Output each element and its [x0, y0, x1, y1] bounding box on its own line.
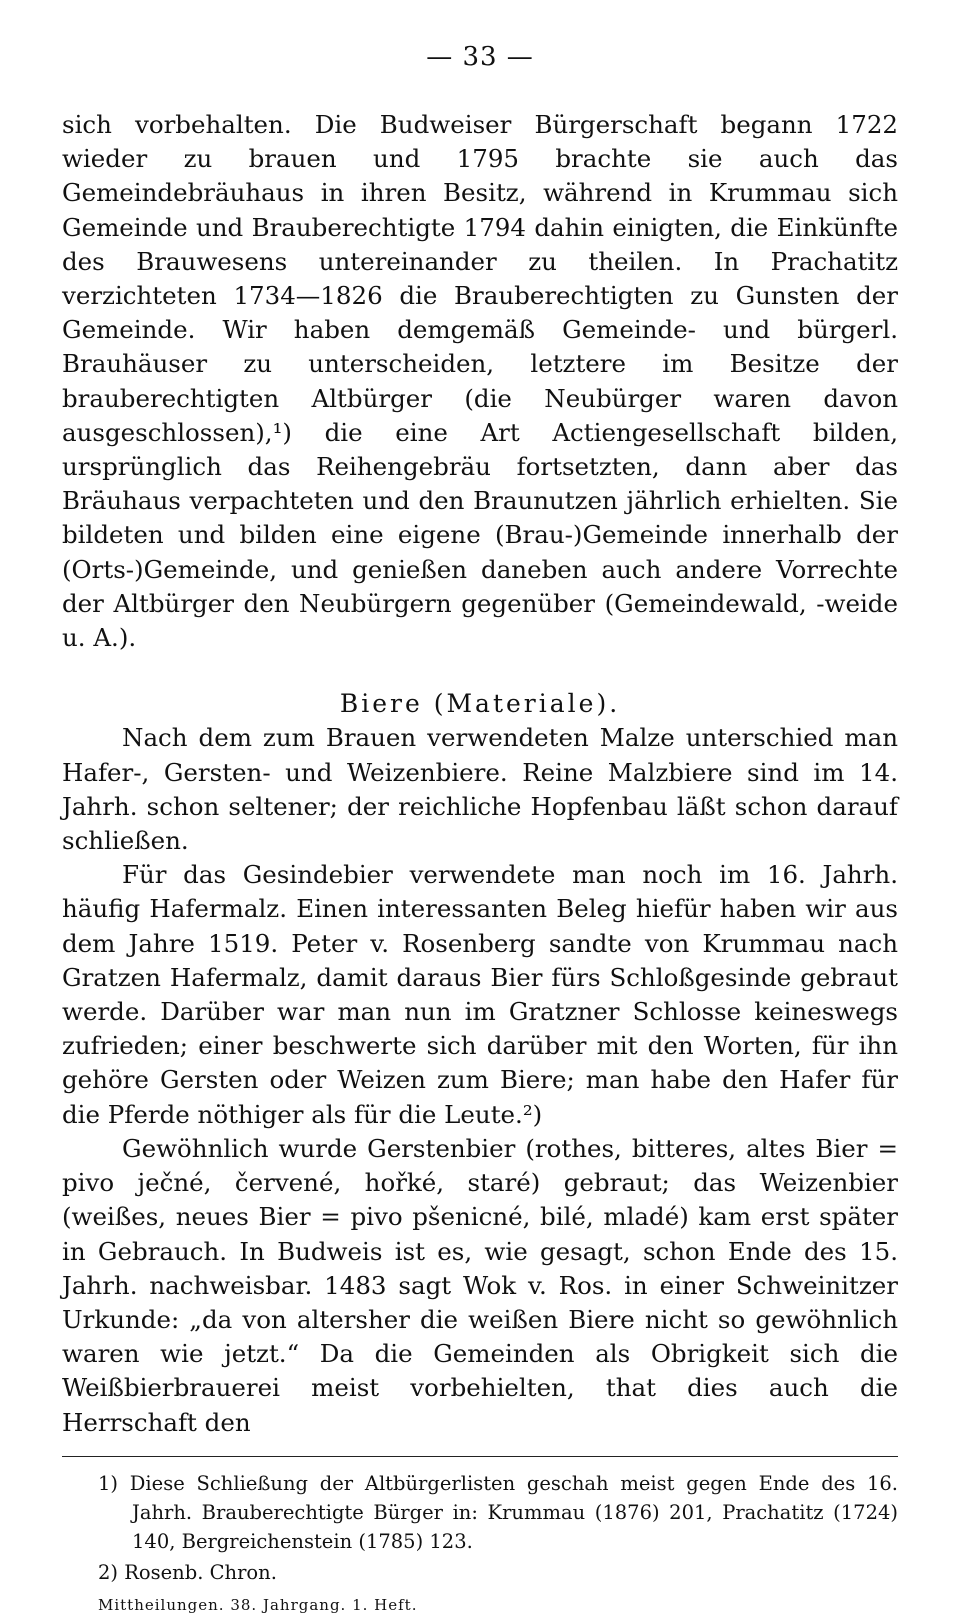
paragraph-malt-types: Nach dem zum Brauen verwendeten Malze unterschied man Hafer-, Gersten- und Weizenbiere. Reine Malzbiere sind im 14. Jahrh. schon seltener; der reichliche Hopfenbau läßt schon darauf schließen.	[62, 723, 898, 856]
paragraph-brewing-rights: sich vorbehalten. Die Budweiser Bürgerschaft begann 1722 wieder zu brauen und 1795 brachte sie auch das Gemeindebräuhaus in ihren Besitz, während in Krummau sich Gemeinde und Brauberechtigte 1794 dahin einigten, die Einkünfte des Brauwesens untereinander zu theilen. In Prachatitz verzichteten 1734—1826 die Brauberechtigten zu Gunsten der Gemeinde. Wir haben demgemäß Gemeinde- und bürgerl. Brauhäuser zu unterscheiden, letztere im Besitze der brauberechtigten Altbürger (die Neubürger waren davon ausgeschlossen),¹) die eine Art Actiengesellschaft bilden, ursprünglich das Reihengebräu fortsetzten, dann aber das Bräuhaus verpachteten und den Braunutzen jährlich erhielten. Sie bildeten und bilden eine eigene (Brau-)Gemeinde innerhalb der (Orts-)Gemeinde, und genießen daneben auch andere Vorrechte der Altbürger den Neubürgern gegenüber (Gemeindewald, -weide u. A.).	[62, 110, 898, 653]
footnote-2: 2) Rosenb. Chron.	[98, 1560, 277, 1584]
section-heading: Biere (Materiale).	[339, 689, 621, 719]
paragraph-barley-wheat-beer: Gewöhnlich wurde Gerstenbier (rothes, bitteres, altes Bier = pivo ječné, červené, hořké, staré) gebraut; das Weizenbier (weißes, neues Bier = pivo pšenicné, bilé, mladé) kam erst später in Gebrauch. In Budweis ist es, wie gesagt, schon Ende des 15. Jahrh. nachweisbar. 1483 sagt Wok v. Ros. in einer Schweinitzer Urkunde: „da von altersher die weißen Biere nicht so gewöhnlich waren wie jetzt.“ Da die Gemeinden als Obrigkeit sich die Weißbierbrauerei meist vorbehielten, that dies auch die Herrschaft den	[62, 1133, 898, 1437]
page-number: — 33 —	[426, 42, 534, 72]
journal-imprint: Mittheilungen. 38. Jahrgang. 1. Heft.	[98, 1595, 418, 1614]
footnote-divider	[62, 1456, 898, 1457]
main-text	[62, 108, 898, 1440]
paragraph-servant-beer: Für das Gesindebier verwendete man noch im 16. Jahrh. häufig Hafermalz. Einen interessanten Beleg hiefür haben wir aus dem Jahre 1519. Peter v. Rosenberg sandte von Krummau nach Gratzen Hafermalz, damit daraus Bier fürs Schloßgesinde gebraut werde. Darüber war man nun im Gratzner Schlosse keineswegs zufrieden; einer beschwerte sich darüber mit den Worten, für ihn gehöre Gersten oder Weizen zum Biere; man habe den Hafer für die Pferde nöthiger als für die Leute.²)	[62, 860, 898, 1129]
book-page	[62, 40, 898, 1617]
footnotes	[62, 1469, 898, 1587]
footnote-1: 1) Diese Schließung der Altbürgerlisten geschah meist gegen Ende des 16. Jahrh. Brauberechtigte Bürger in: Krummau (1876) 201, Prachatitz (1724) 140, Bergreichenstein (1785) 123.	[98, 1471, 898, 1553]
